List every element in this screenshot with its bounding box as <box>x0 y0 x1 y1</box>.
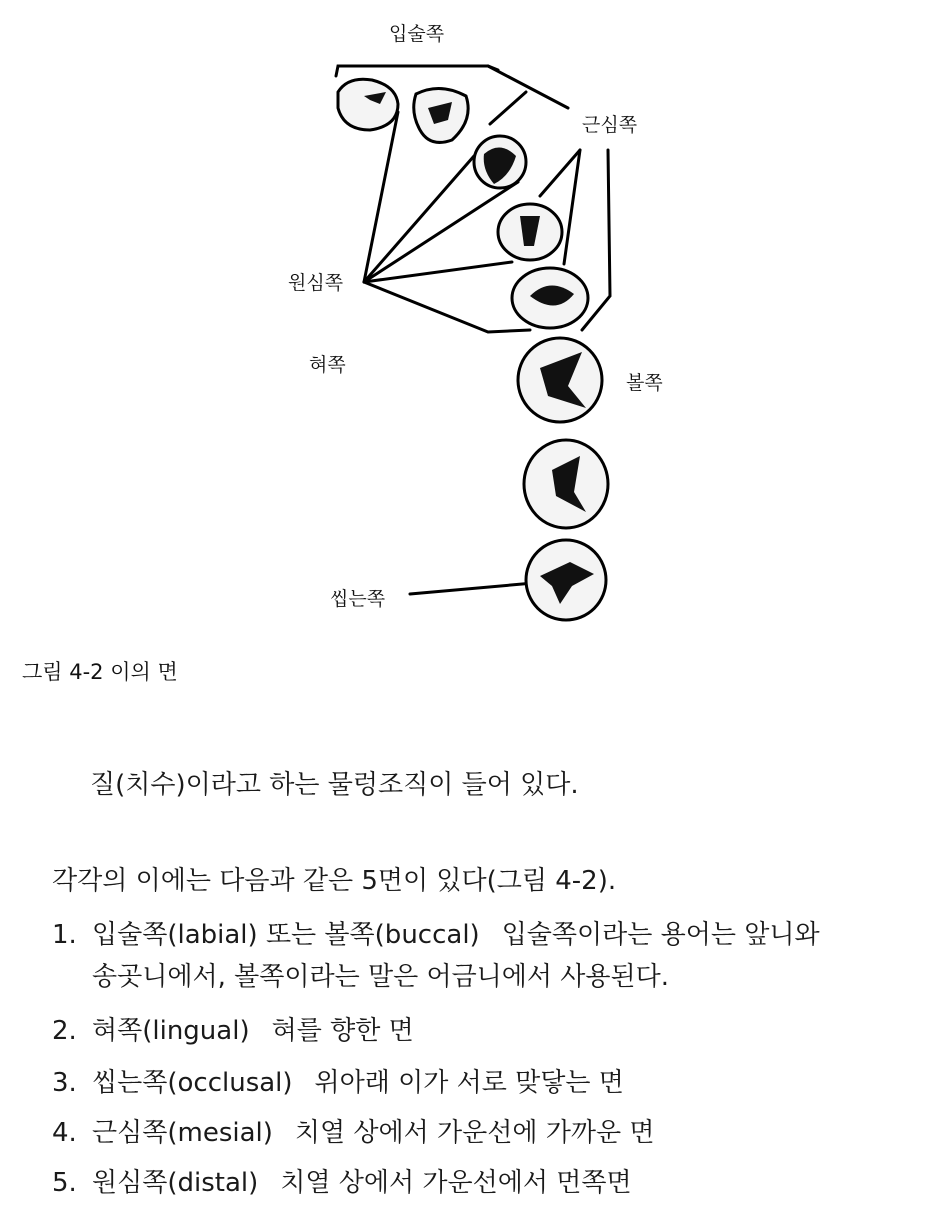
item-description: 치열 상에서 가운선에서 먼쪽면 <box>280 1168 632 1198</box>
item-term: 근심쪽(mesial) <box>92 1118 273 1148</box>
list-item <box>52 1168 632 1198</box>
mesial-line-2 <box>490 92 526 124</box>
intro-paragraph: 각각의 이에는 다음과 같은 5면이 있다(그림 4-2). <box>52 866 617 896</box>
label-buccal: 볼쪽 <box>626 372 663 394</box>
item-number: 3. <box>52 1068 77 1098</box>
item-number: 4. <box>52 1118 77 1148</box>
list-item <box>52 1016 414 1046</box>
distal-line-5 <box>364 282 530 332</box>
label-labial: 입술쪽 <box>389 23 445 45</box>
labial-bracket-line <box>336 66 498 76</box>
item-number: 2. <box>52 1016 77 1046</box>
item-number: 5. <box>52 1168 77 1198</box>
label-mesial: 근심쪽 <box>582 114 638 136</box>
item-description: 혀를 향한 면 <box>271 1016 414 1046</box>
mesial-line-1 <box>488 66 568 108</box>
list-item <box>52 1068 624 1098</box>
list-item <box>52 1118 654 1148</box>
item-description: 위아래 이가 서로 맞닿는 면 <box>314 1068 624 1098</box>
distal-line-1 <box>364 112 398 282</box>
item-number: 1. <box>52 920 77 950</box>
item-term: 혀쪽(lingual) <box>92 1016 250 1046</box>
label-distal: 원심쪽 <box>288 272 344 294</box>
distal-line-2 <box>364 156 474 282</box>
distal-line-3 <box>364 182 518 282</box>
item-description-continued: 송곳니에서, 볼쪽이라는 말은 어금니에서 사용된다. <box>92 962 670 992</box>
list-item <box>52 920 820 950</box>
item-description: 치열 상에서 가운선에 가까운 면 <box>294 1118 655 1148</box>
continuation-paragraph: 질(치수)이라고 하는 물렁조직이 들어 있다. <box>90 770 579 800</box>
distal-line-4 <box>364 262 512 282</box>
figure-caption: 그림 4-2 이의 면 <box>22 660 178 684</box>
label-lingual: 혀쪽 <box>309 354 346 376</box>
item-term: 입술쪽(labial) 또는 볼쪽(buccal) <box>92 920 480 950</box>
label-occlusal: 씹는쪽 <box>330 588 386 610</box>
tooth-incisor-1 <box>338 79 398 130</box>
item-term: 원심쪽(distal) <box>92 1168 259 1198</box>
item-term: 씹는쪽(occlusal) <box>92 1068 293 1098</box>
item-description: 입술쪽이라는 용어는 앞니와 <box>501 920 820 950</box>
